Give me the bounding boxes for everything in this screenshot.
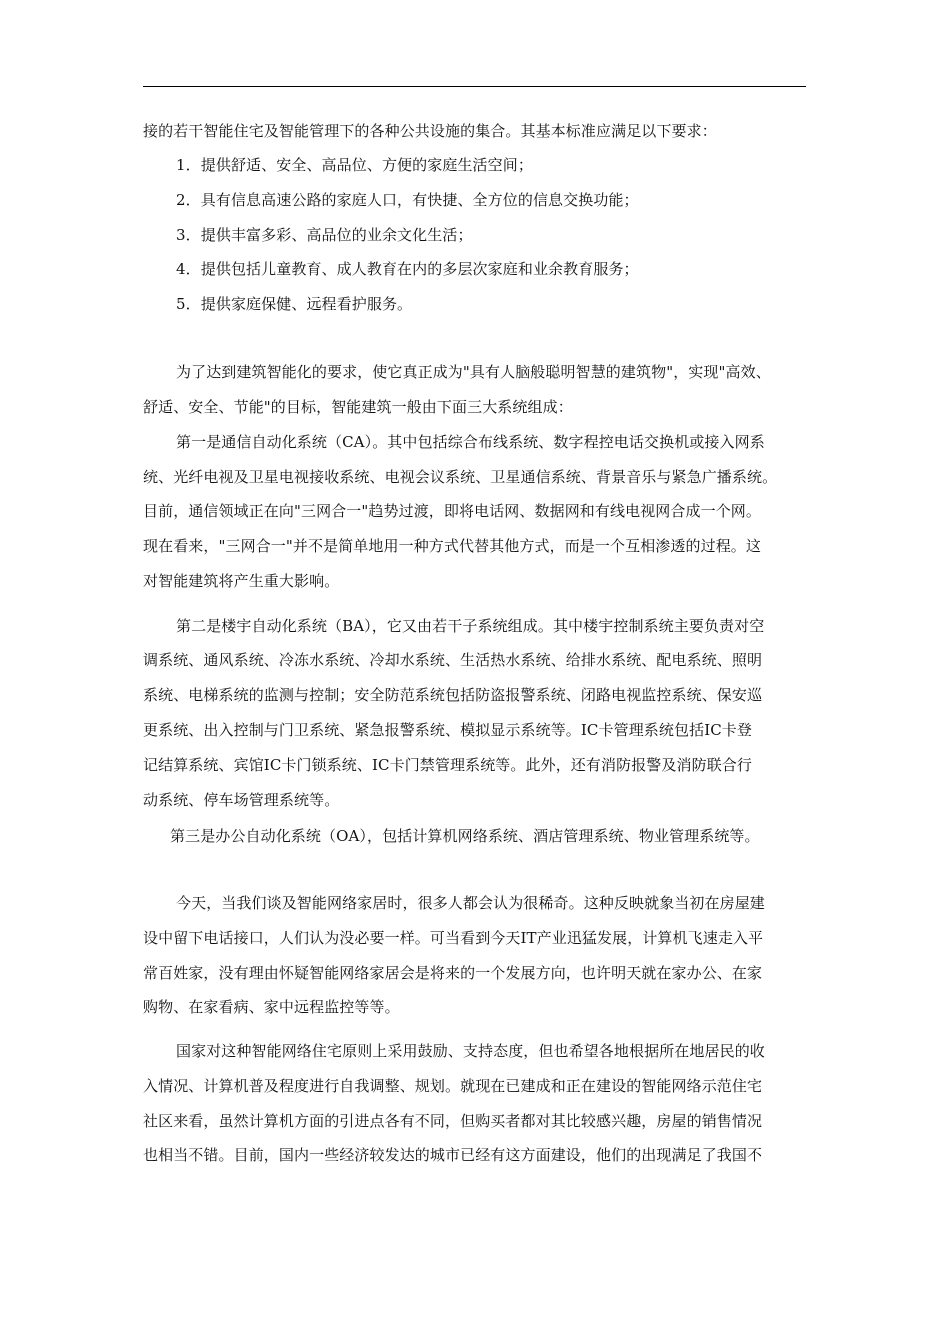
requirement-item-3: 3．提供丰富多彩、高品位的业余文化生活； [176, 226, 473, 244]
country-paragraph-line-4: 也相当不错。目前，国内一些经济较发达的城市已经有这方面建设，他们的出现满足了我国不 [143, 1146, 763, 1164]
ca-paragraph-line-1: 第一是通信自动化系统（CA）。其中包括综合布线系统、数字程控电话交换机或接入网系 [176, 433, 765, 451]
oa-paragraph-line: 第三是办公自动化系统（OA），包括计算机网络系统、酒店管理系统、物业管理系统等。 [170, 827, 760, 845]
country-paragraph-line-2: 入情况、计算机普及程度进行自我调整、规划。就现在已建成和正在建设的智能网络示范住宅 [143, 1077, 763, 1095]
today-paragraph-line-2: 设中留下电话接口，人们认为没必要一样。可当看到今天IT产业迅猛发展，计算机飞速走入平 [143, 929, 764, 947]
ba-paragraph-line-1: 第二是楼宇自动化系统（BA），它又由若干子系统组成。其中楼宇控制系统主要负责对空 [176, 617, 765, 635]
requirement-item-4: 4．提供包括儿童教育、成人教育在内的多层次家庭和业余教育服务； [176, 260, 639, 278]
ba-paragraph-line-4: 更系统、出入控制与门卫系统、紧急报警系统、模拟显示系统等。IC卡管理系统包括IC卡登 [143, 721, 753, 739]
country-paragraph-line-3: 社区来看，虽然计算机方面的引进点各有不同，但购买者都对其比较感兴趣，房屋的销售情况 [143, 1112, 763, 1130]
requirement-item-1: 1．提供舒适、安全、高品位、方便的家庭生活空间； [176, 156, 533, 174]
ca-paragraph-line-5: 对智能建筑将产生重大影响。 [143, 572, 340, 590]
ba-paragraph-line-5: 记结算系统、宾馆IC卡门锁系统、IC卡门禁管理系统等。此外，还有消防报警及消防联合行 [143, 756, 753, 774]
country-paragraph-line-1: 国家对这种智能网络住宅原则上采用鼓励、支持态度，但也希望各地根据所在地居民的收 [176, 1042, 765, 1060]
ca-paragraph-line-2: 统、光纤电视及卫星电视接收系统、电视会议系统、卫星通信系统、背景音乐与紧急广播系统。 [143, 468, 778, 486]
today-paragraph-line-3: 常百姓家，没有理由怀疑智能网络家居会是将来的一个发展方向，也许明天就在家办公、在家 [143, 964, 763, 982]
systems-paragraph-line-1: 为了达到建筑智能化的要求，使它真正成为"具有人脑般聪明智慧的建筑物"，实现"高效、 [176, 363, 771, 381]
header-rule [143, 86, 806, 87]
requirement-item-2: 2．具有信息高速公路的家庭人口，有快捷、全方位的信息交换功能； [176, 191, 639, 209]
requirement-item-5: 5．提供家庭保健、远程看护服务。 [176, 295, 413, 313]
today-paragraph-line-4: 购物、在家看病、家中远程监控等等。 [143, 998, 400, 1016]
ba-paragraph-line-3: 系统、电梯系统的监测与控制；安全防范系统包括防盗报警系统、闭路电视监控系统、保安巡 [143, 686, 763, 704]
ba-paragraph-line-6: 动系统、停车场管理系统等。 [143, 791, 340, 809]
ca-paragraph-line-4: 现在看来，"三网合一"并不是简单地用一种方式代替其他方式，而是一个互相渗透的过程。这 [143, 537, 762, 555]
ba-paragraph-line-2: 调系统、通风系统、冷冻水系统、冷却水系统、生活热水系统、给排水系统、配电系统、照明 [143, 651, 763, 669]
systems-paragraph-line-2: 舒适、安全、节能"的目标，智能建筑一般由下面三大系统组成： [143, 398, 573, 416]
today-paragraph-line-1: 今天，当我们谈及智能网络家居时，很多人都会认为很稀奇。这种反映就象当初在房屋建 [176, 894, 765, 912]
intro-line: 接的若干智能住宅及智能管理下的各种公共设施的集合。其基本标准应满足以下要求： [143, 122, 717, 140]
ca-paragraph-line-3: 目前，通信领域正在向"三网合一"趋势过渡，即将电话网、数据网和有线电视网合成一个网。 [143, 502, 762, 520]
